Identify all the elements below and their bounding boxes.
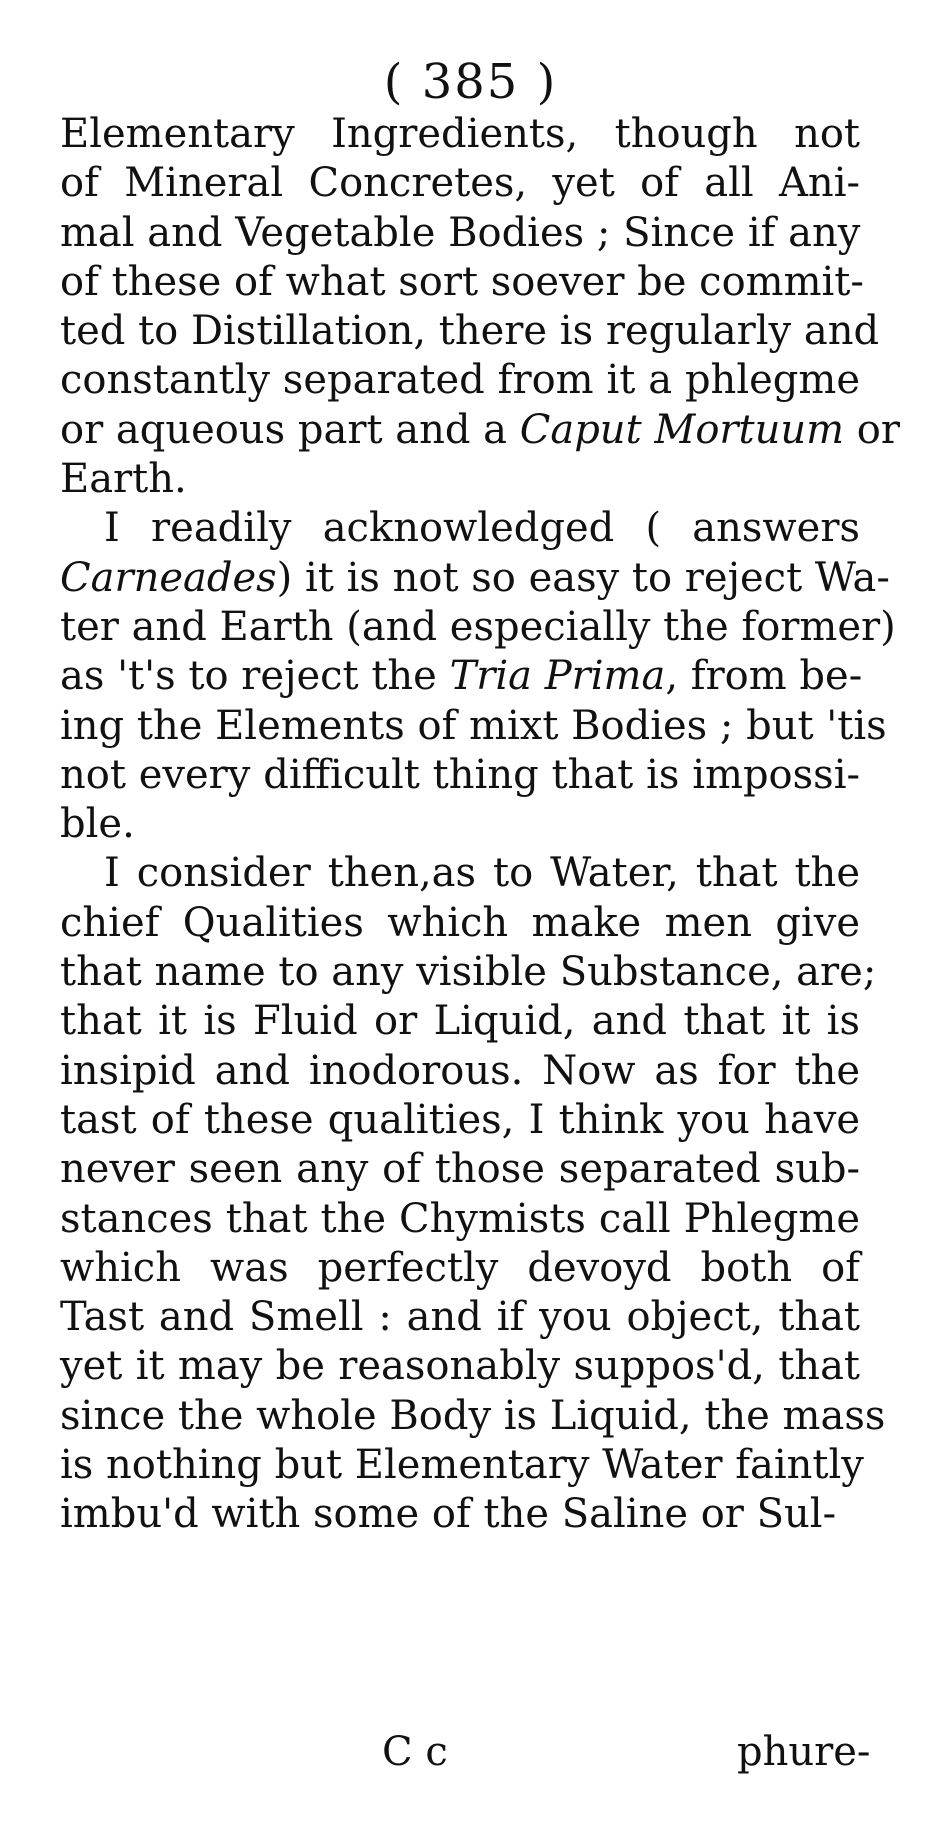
text-segment: tast of these qualities, I think you have <box>60 1096 860 1143</box>
page-number: ( 385 ) <box>383 54 558 110</box>
text-segment: ted to Distillation, there is regularly and <box>60 308 880 355</box>
text-line <box>60 455 860 504</box>
text-line <box>60 1392 886 1441</box>
text-segment: never seen any of those separated sub- <box>60 1146 860 1193</box>
body-text <box>60 110 900 1540</box>
text-line <box>60 1145 860 1194</box>
text-segment: since the whole Body is Liquid, the mass <box>60 1392 886 1439</box>
text-line <box>60 1441 864 1490</box>
text-segment: of these of what sort soever be commit- <box>60 258 864 305</box>
italic-text: Tria Prima <box>449 653 666 700</box>
text-segment: ing the Elements of mixt Bodies ; but 'tis <box>60 702 887 749</box>
signature-mark: C c <box>382 1729 448 1775</box>
text-line <box>60 406 900 455</box>
text-line <box>60 209 860 258</box>
text-line <box>60 702 887 751</box>
text-segment: stances that the Chymists call Phlegme <box>60 1195 860 1242</box>
text-line <box>60 1096 860 1145</box>
text-segment: ter and Earth (and especially the former) <box>60 603 896 650</box>
text-segment: which was perfectly devoyd both of <box>60 1244 860 1291</box>
text-segment: not every difficult thing that is impossi- <box>60 751 860 798</box>
text-segment: chief Qualities which make men give <box>60 899 860 946</box>
text-segment: , from be- <box>665 653 863 700</box>
text-line <box>60 258 864 307</box>
catchword: phure- <box>737 1729 871 1775</box>
text-line <box>60 751 860 800</box>
text-line <box>60 1244 860 1293</box>
text-line <box>60 849 860 898</box>
text-line <box>60 1047 860 1096</box>
text-line <box>60 110 860 159</box>
text-line <box>60 603 896 652</box>
text-line <box>60 1195 860 1244</box>
text-segment: as 't's to reject the <box>60 653 450 700</box>
text-segment: or <box>844 406 900 453</box>
text-line <box>60 356 860 405</box>
text-line <box>60 554 890 603</box>
text-segment: ble. <box>60 801 135 848</box>
italic-text: Caput Mortuum <box>519 406 845 453</box>
text-segment: that name to any visible Substance, are; <box>60 949 877 996</box>
text-segment: is nothing but Elementary Water faintly <box>60 1442 864 1489</box>
text-segment: mal and Vegetable Bodies ; Since if any <box>60 209 861 256</box>
text-segment: imbu'd with some of the Saline or Sul- <box>60 1491 837 1538</box>
text-segment: Earth. <box>60 456 187 503</box>
text-line <box>60 307 880 356</box>
italic-text: Carneades <box>60 554 277 601</box>
text-segment: I readily acknowledged ( answers <box>104 505 860 552</box>
text-line <box>60 652 863 701</box>
text-segment: that it is Fluid or Liquid, and that it is <box>60 998 860 1045</box>
text-segment: constantly separated from it a phlegme <box>60 357 860 404</box>
text-line <box>60 997 860 1046</box>
text-line <box>60 1293 860 1342</box>
text-segment: ) it is not so easy to reject Wa- <box>276 554 890 601</box>
page-footer <box>0 1722 941 1782</box>
text-line <box>60 1490 860 1539</box>
text-line <box>60 800 860 849</box>
text-segment: or aqueous part and a <box>60 406 520 453</box>
text-line <box>60 504 860 553</box>
text-segment: Tast and Smell : and if you object, that <box>60 1294 860 1341</box>
text-segment: insipid and inodorous. Now as for the <box>60 1047 860 1094</box>
text-segment: yet it may be reasonably suppos'd, that <box>60 1343 860 1390</box>
text-line <box>60 1342 860 1391</box>
text-segment: I consider then,as to Water, that the <box>104 850 860 897</box>
text-line <box>60 899 860 948</box>
text-line <box>60 948 877 997</box>
text-line <box>60 159 860 208</box>
text-segment: of Mineral Concretes, yet of all Ani- <box>60 160 860 207</box>
text-segment: Elementary Ingredients, though not <box>60 111 860 157</box>
